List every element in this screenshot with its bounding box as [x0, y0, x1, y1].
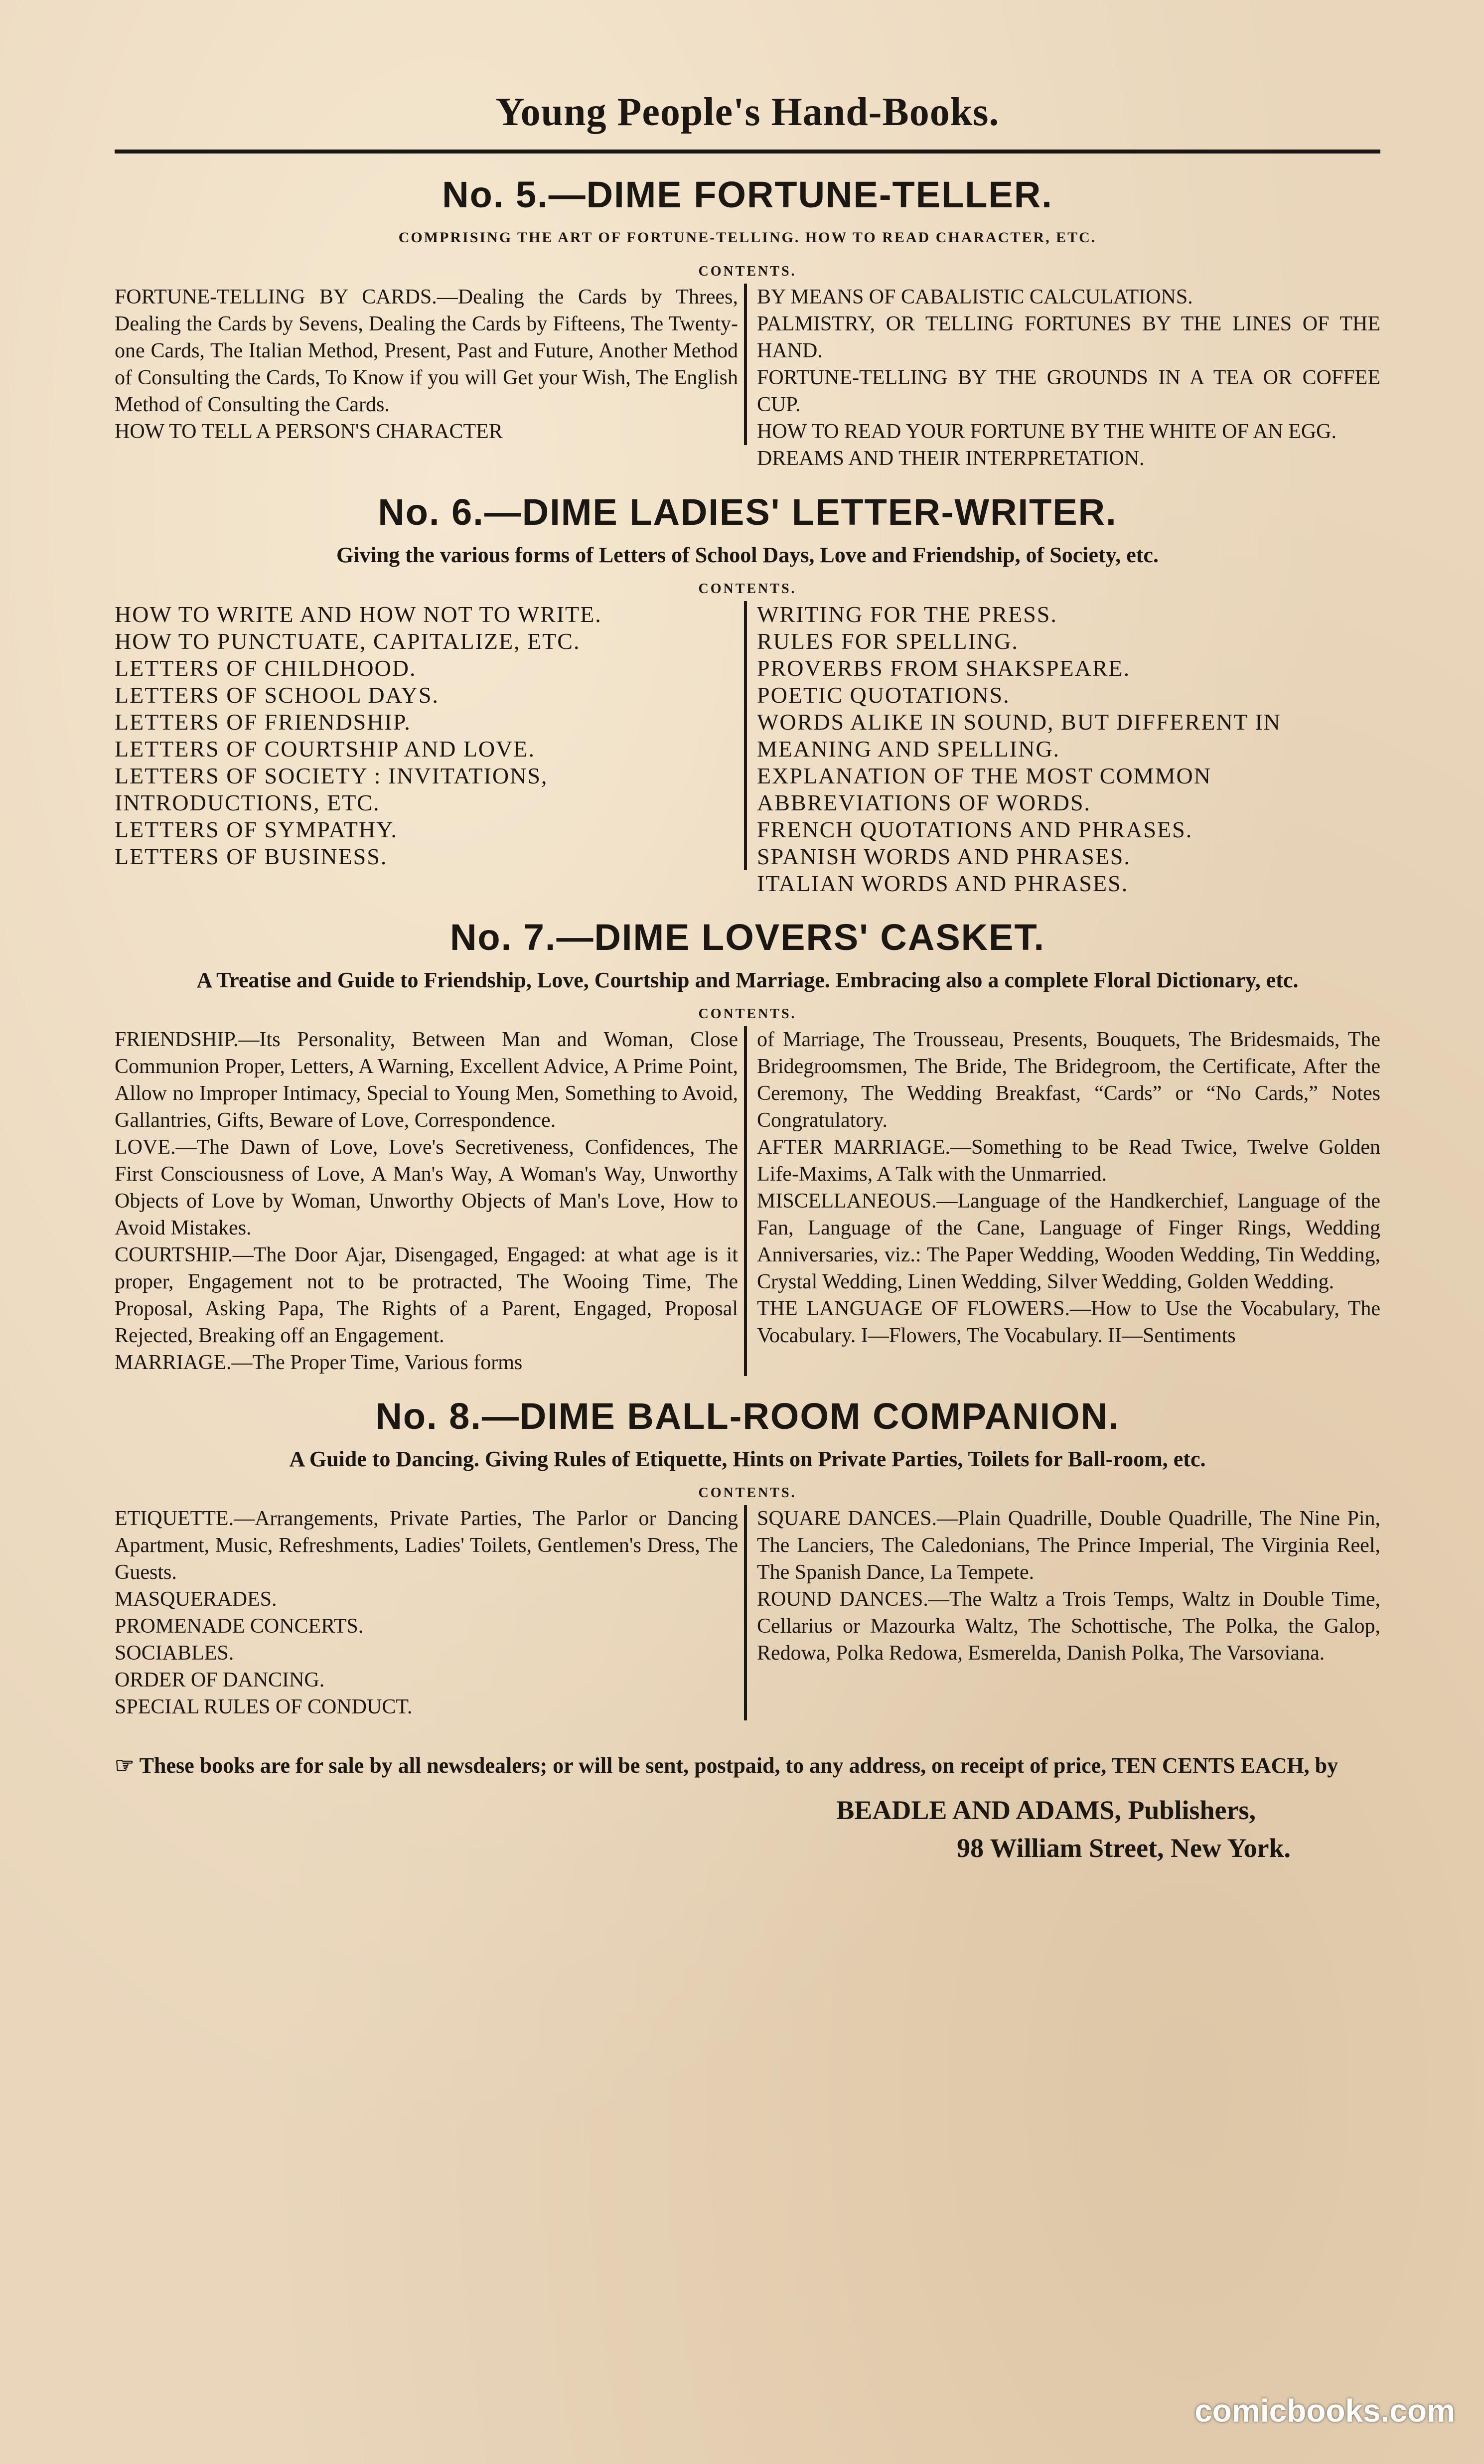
contents-entry: PROMENADE CONCERTS.: [115, 1615, 364, 1638]
handbook-section: [115, 1395, 1380, 1720]
contents-entry: WORDS ALIKE IN SOUND, BUT DIFFERENT IN MEANING AND SPELLING.: [757, 709, 1281, 762]
contents-columns: [115, 284, 1380, 472]
contents-entry: COURTSHIP.—The Door Ajar, Disengaged, Engaged: at what age is it proper, Engagement not to be protracted, The Wooing Time, The Proposal, Asking Papa, The Rights of a Parent, Engaged, Proposal Rejected, Breaking off an Engagement.: [115, 1243, 738, 1347]
section-subtitle: Giving the various forms of Letters of School Days, Love and Friendship, of Society, etc.: [336, 543, 1159, 567]
watermark: comicbooks.com: [1194, 2393, 1455, 2429]
contents-entry: LETTERS OF COURTSHIP AND LOVE.: [115, 736, 535, 762]
contents-label: CONTENTS.: [698, 264, 797, 279]
publisher-name: BEADLE AND ADAMS, Publishers,: [836, 1795, 1256, 1825]
section-subtitle: COMPRISING THE ART OF FORTUNE-TELLING. HOW TO READ CHARACTER, ETC.: [398, 229, 1097, 246]
contents-column-right: [747, 284, 1380, 472]
section-subtitle: A Treatise and Guide to Friendship, Love, Courtship and Marriage. Embracing also a complete Floral Dictionary, etc.: [196, 968, 1299, 992]
contents-entry: HOW TO WRITE AND HOW NOT TO WRITE.: [115, 602, 602, 627]
contents-entry: AFTER MARRIAGE.—Something to be Read Twice, Twelve Golden Life-Maxims, A Talk with the Unmarried.: [757, 1136, 1380, 1186]
handbook-section: [115, 916, 1380, 1376]
contents-label: CONTENTS.: [698, 581, 797, 597]
contents-entry: MISCELLANEOUS.—Language of the Handkerchief, Language of the Fan, Language of the Cane, Language of Finger Rings, Wedding Anniversaries, viz.: The Paper Wedding, Wooden Wedding, Tin Wedding, Crystal Wedding, Linen Wedding, Silver Wedding, Golden Wedding.: [757, 1190, 1380, 1293]
sections-container: [115, 173, 1380, 1720]
contents-entry: BY MEANS OF CABALISTIC CALCULATIONS.: [757, 286, 1193, 308]
contents-entry: DREAMS AND THEIR INTERPRETATION.: [757, 447, 1145, 470]
contents-entry: LETTERS OF CHILDHOOD.: [115, 655, 417, 681]
contents-entry: POETIC QUOTATIONS.: [757, 682, 1010, 708]
contents-columns: [115, 601, 1380, 897]
contents-column-right: [747, 1026, 1380, 1349]
footer-note: ☞ These books are for sale by all newsdealers; or will be sent, postpaid, to any address, on receipt of price, TEN CENTS EACH, by: [115, 1753, 1338, 1778]
contents-columns: [115, 1505, 1380, 1720]
contents-entry: PROVERBS FROM SHAKSPEARE.: [757, 655, 1131, 681]
contents-entry: PALMISTRY, OR TELLING FORTUNES BY THE LINES OF THE HAND.: [757, 312, 1380, 362]
contents-entry: HOW TO TELL A PERSON'S CHARACTER: [115, 420, 503, 443]
running-head: Young People's Hand-Books.: [495, 90, 1000, 134]
contents-column-left: [115, 284, 747, 445]
contents-entry: LETTERS OF SYMPATHY.: [115, 817, 398, 842]
contents-columns: [115, 1026, 1380, 1376]
contents-entry: SPECIAL RULES OF CONDUCT.: [115, 1695, 413, 1718]
contents-entry: HOW TO PUNCTUATE, CAPITALIZE, ETC.: [115, 628, 581, 654]
section-title: No. 8.—DIME BALL-ROOM COMPANION.: [375, 1395, 1120, 1437]
section-subtitle: A Guide to Dancing. Giving Rules of Etiquette, Hints on Private Parties, Toilets for Ball-room, etc.: [289, 1447, 1206, 1471]
contents-entry: LETTERS OF BUSINESS.: [115, 844, 388, 869]
contents-entry: MASQUERADES.: [115, 1588, 277, 1611]
contents-column-left: [115, 1026, 747, 1376]
contents-entry: HOW TO READ YOUR FORTUNE BY THE WHITE OF AN EGG.: [757, 420, 1336, 443]
contents-entry: MARRIAGE.—The Proper Time, Various forms: [115, 1351, 523, 1374]
contents-entry: ROUND DANCES.—The Waltz a Trois Temps, Waltz in Double Time, Cellarius or Mazourka Waltz, The Schottische, The Polka, the Galop, Redowa, Polka Redowa, Esmerelda, Danish Polka, The Varsoviana.: [757, 1588, 1380, 1665]
contents-entry: THE LANGUAGE OF FLOWERS.—How to Use the Vocabulary, The Vocabulary. I—Flowers, The Vocabulary. II—Sentiments: [757, 1297, 1380, 1347]
publisher-block: [115, 1791, 1380, 1867]
contents-entry: RULES FOR SPELLING.: [757, 628, 1019, 654]
contents-column-right: [747, 1505, 1380, 1667]
section-title: No. 6.—DIME LADIES' LETTER-WRITER.: [378, 491, 1117, 533]
head-rule: [115, 150, 1380, 154]
contents-entry: FORTUNE-TELLING BY THE GROUNDS IN A TEA OR COFFEE CUP.: [757, 366, 1380, 416]
document-page: [115, 85, 1380, 1867]
contents-entry: LETTERS OF SOCIETY : INVITATIONS, INTRODUCTIONS, ETC.: [115, 763, 548, 815]
contents-entry: ETIQUETTE.—Arrangements, Private Parties, The Parlor or Dancing Apartment, Music, Refreshments, Ladies' Toilets, Gentlemen's Dress, The Guests.: [115, 1507, 738, 1584]
section-title: No. 5.—DIME FORTUNE-TELLER.: [442, 174, 1053, 215]
contents-entry: LETTERS OF FRIENDSHIP.: [115, 709, 411, 735]
contents-entry: LETTERS OF SCHOOL DAYS.: [115, 682, 439, 708]
contents-column-left: [115, 601, 747, 870]
contents-label: CONTENTS.: [698, 1485, 797, 1501]
contents-column-left: [115, 1505, 747, 1720]
contents-entry: of Marriage, The Trousseau, Presents, Bouquets, The Bridesmaids, The Bridegroomsmen, The Bride, The Bridegroom, the Certificate, After the Ceremony, The Wedding Breakfast, “Cards” or “No Cards,” Notes Congratulatory.: [757, 1028, 1380, 1132]
contents-entry: WRITING FOR THE PRESS.: [757, 602, 1057, 627]
contents-entry: FRIENDSHIP.—Its Personality, Between Man and Woman, Close Communion Proper, Letters, A Warning, Excellent Advice, A Prime Point, Allow no Improper Intimacy, Special to Young Men, Something to Avoid, Gallantries, Gifts, Beware of Love, Correspondence.: [115, 1028, 738, 1132]
contents-entry: SQUARE DANCES.—Plain Quadrille, Double Quadrille, The Nine Pin, The Lanciers, The Caledonians, The Prince Imperial, The Virginia Reel, The Spanish Dance, La Tempete.: [757, 1507, 1380, 1584]
section-title: No. 7.—DIME LOVERS' CASKET.: [449, 917, 1045, 958]
contents-label: CONTENTS.: [698, 1006, 797, 1022]
contents-entry: SOCIABLES.: [115, 1642, 234, 1665]
contents-entry: ORDER OF DANCING.: [115, 1669, 325, 1692]
contents-entry: SPANISH WORDS AND PHRASES.: [757, 844, 1131, 869]
contents-entry: LOVE.—The Dawn of Love, Love's Secretiveness, Confidences, The First Consciousness of Love, A Man's Way, A Woman's Way, Unworthy Objects of Love by Woman, Unworthy Objects of Man's Love, How to Avoid Mistakes.: [115, 1136, 738, 1239]
handbook-section: [115, 173, 1380, 472]
handbook-section: [115, 491, 1380, 897]
contents-column-right: [747, 601, 1380, 897]
contents-entry: ITALIAN WORDS AND PHRASES.: [757, 871, 1129, 896]
publisher-address: 98 William Street, New York.: [957, 1833, 1291, 1863]
contents-entry: EXPLANATION OF THE MOST COMMON ABBREVIATIONS OF WORDS.: [757, 763, 1211, 815]
contents-entry: FRENCH QUOTATIONS AND PHRASES.: [757, 817, 1193, 842]
contents-entry: FORTUNE-TELLING BY CARDS.—Dealing the Cards by Threes, Dealing the Cards by Sevens, Dealing the Cards by Fifteens, The Twenty-one Cards, The Italian Method, Present, Past and Future, Another Method of Consulting the Cards, To Know if you will Get your Wish, The English Method of Consulting the Cards.: [115, 286, 738, 416]
